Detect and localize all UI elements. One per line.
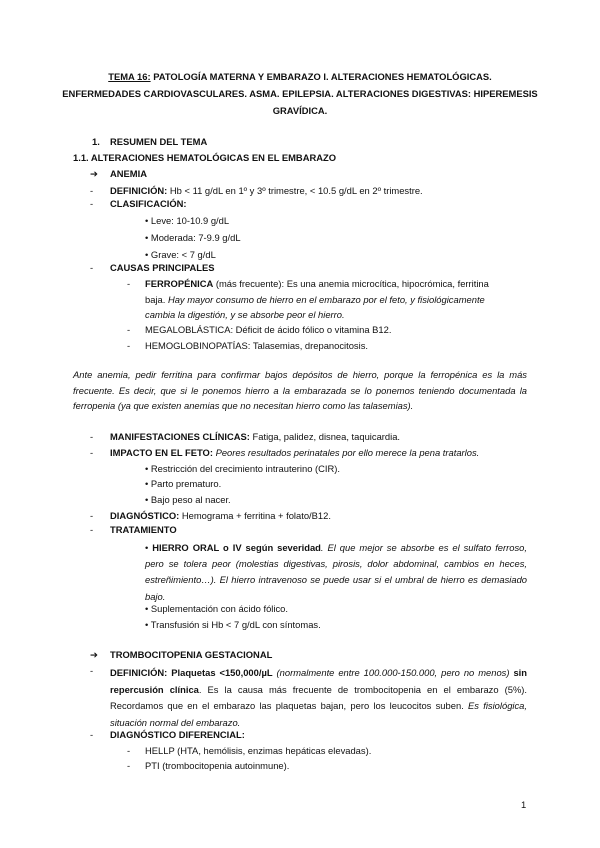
dash-icon: - — [90, 729, 94, 740]
thrombocytopenia-definition: DEFINICIÓN: Plaquetas <150,000/µL (normalmente entre 100.000-150.000, pero no menos) sin repercusión clínica. Es la causa más frecuente de trombocitopenia en el embarazo (5%). Recordamos que en el embarazo las plaquetas bajan, pero los leucocitos suben. Es fisiológica, situación normal del embarazo. — [110, 667, 528, 728]
dash-icon: - — [127, 760, 131, 771]
anemia-definition: DEFINICIÓN: Hb < 11 g/dL en 1º y 3º trimestre, < 10.5 g/dL en 2º trimestre. — [110, 185, 423, 196]
thrombocytopenia-heading: TROMBOCITOPENIA GESTACIONAL — [110, 649, 273, 660]
dash-icon: - — [90, 447, 94, 458]
hemoglobinopathies-item: HEMOGLOBINOPATÍAS: Talasemias, drepanocitosis. — [145, 340, 368, 351]
subsection-heading: 1.1. ALTERACIONES HEMATOLÓGICAS EN EL EMBARAZO — [73, 152, 337, 163]
ferropenic-line-2: baja. Hay mayor consumo de hierro en el embarazo por el feto, y fisiológicamente — [145, 294, 485, 305]
title-line-2: ENFERMEDADES CARDIOVASCULARES. ASMA. EPILEPSIA. ALTERACIONES DIGESTIVAS: HIPEREMESIS — [62, 88, 538, 99]
causes-label: CAUSAS PRINCIPALES — [110, 262, 215, 273]
dash-icon: - — [90, 431, 94, 442]
dash-icon: - — [127, 278, 131, 289]
diagnosis: DIAGNÓSTICO: Hemograma + ferritina + folato/B12. — [110, 510, 331, 521]
dash-icon: - — [90, 262, 94, 273]
arrow-icon: ➔ — [90, 168, 98, 179]
list-item: • Transfusión si Hb < 7 g/dL con síntomas. — [145, 619, 321, 630]
dash-icon: - — [90, 185, 94, 196]
clinical-manifestations: MANIFESTACIONES CLÍNICAS: Fatiga, palidez, disnea, taquicardia. — [110, 431, 401, 442]
list-item: • Leve: 10-10.9 g/dL — [145, 215, 230, 226]
dash-icon: - — [127, 340, 131, 351]
list-item: • Bajo peso al nacer. — [145, 494, 231, 505]
list-item: • Restricción del crecimiento intrauterino (CIR). — [145, 463, 341, 474]
dash-icon: - — [90, 665, 94, 676]
list-item: HELLP (HTA, hemólisis, enzimas hepáticas elevadas). — [145, 745, 372, 756]
list-item: PTI (trombocitopenia autoinmune). — [145, 760, 290, 771]
list-item: • Suplementación con ácido fólico. — [145, 603, 288, 614]
section-heading: RESUMEN DEL TEMA — [110, 136, 208, 147]
section-number: 1. — [92, 136, 100, 147]
dash-icon: - — [90, 524, 94, 535]
megaloblastic-item: MEGALOBLÁSTICA: Déficit de ácido fólico o vitamina B12. — [145, 324, 392, 335]
dash-icon: - — [90, 510, 94, 521]
treatment-label: TRATAMIENTO — [110, 524, 177, 535]
list-item: • Parto prematuro. — [145, 478, 222, 489]
ferropenic-line-1: FERROPÉNICA (más frecuente): Es una anemia microcítica, hipocrómica, ferritina — [145, 278, 489, 289]
title-line-1: TEMA 16: PATOLOGÍA MATERNA Y EMBARAZO I. ALTERACIONES HEMATOLÓGICAS. — [108, 71, 492, 82]
title-line-3: GRAVÍDICA. — [272, 105, 328, 116]
dash-icon: - — [127, 745, 131, 756]
dash-icon: - — [90, 198, 94, 209]
list-item: • Moderada: 7-9.9 g/dL — [145, 232, 241, 243]
ferropenic-line-3: cambia la digestión, y se absorbe peor el hierro. — [145, 309, 345, 320]
list-item: • Grave: < 7 g/dL — [145, 249, 216, 260]
arrow-icon: ➔ — [90, 649, 98, 660]
page-number: 1 — [521, 799, 527, 810]
treatment-iron: • HIERRO ORAL o IV según severidad. El que mejor se absorbe es el sulfato ferroso, pero se tolera peor (molestias digestivas, pirosis, dolor abdominal, cambios en heces, estreñimiento…). El hierro intravenoso se puede usar si el umbral de hierro es demasiado bajo. — [145, 542, 527, 602]
dash-icon: - — [127, 324, 131, 335]
anemia-heading: ANEMIA — [110, 168, 147, 179]
anemia-note: Ante anemia, pedir ferritina para confirmar bajos depósitos de hierro, porque la ferropénica es la más frecuente. Es decir, que si le ponemos hierro a la embarazada se lo ponemos teniendo documentada la ferropenia (ya que existen anemias que no necesitan hierro como las talasemias). — [73, 369, 527, 411]
differential-label: DIAGNÓSTICO DIFERENCIAL: — [110, 729, 245, 740]
fetal-impact: IMPACTO EN EL FETO: Peores resultados perinatales por ello merece la pena tratarlos. — [110, 447, 480, 458]
classification-label: CLASIFICACIÓN: — [110, 198, 187, 209]
